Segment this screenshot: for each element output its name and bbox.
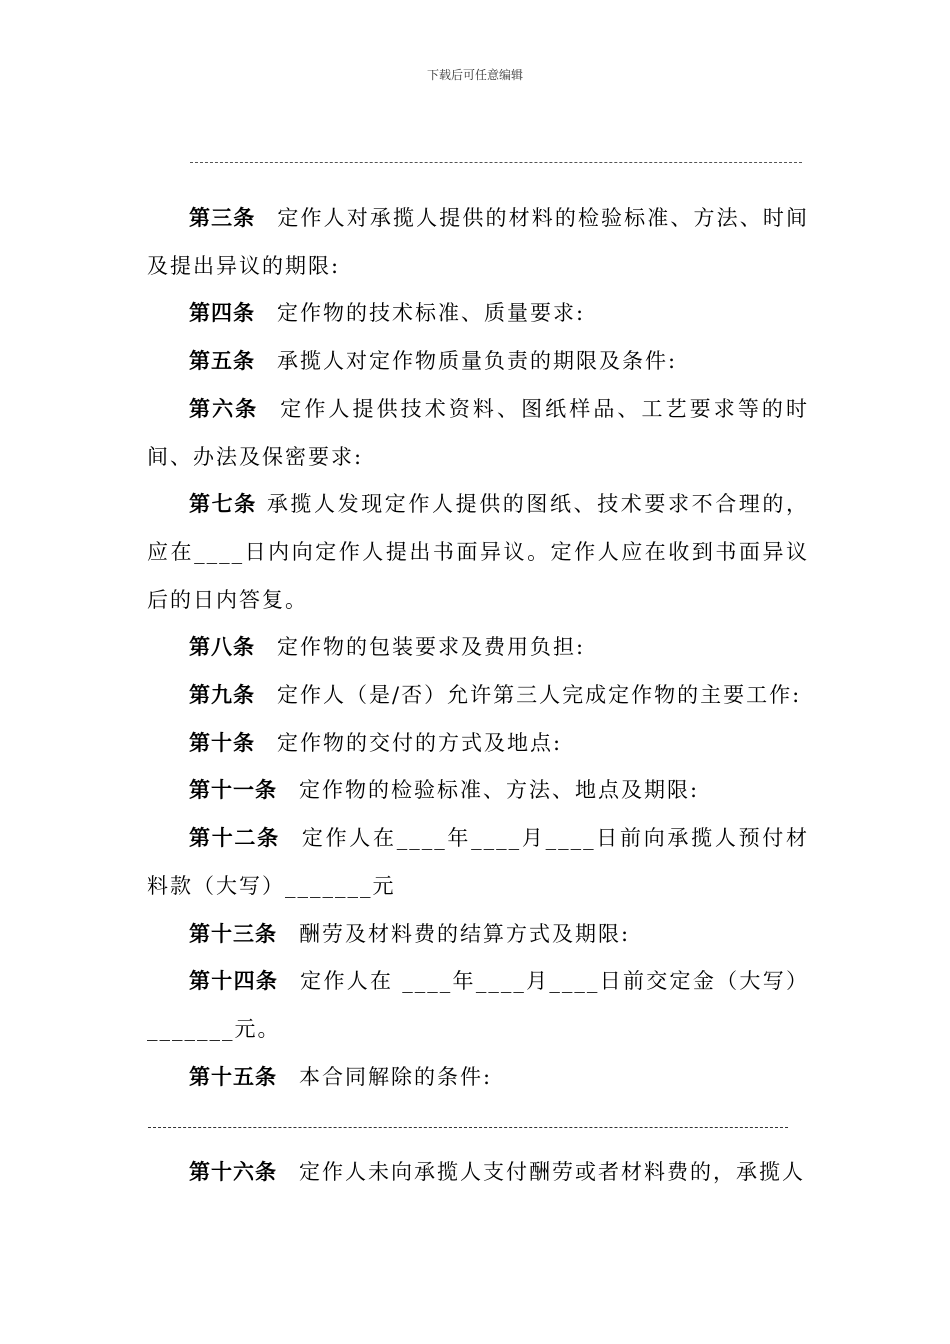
article-number: 第九条 [189, 683, 255, 708]
article-number: 第十四条 [189, 969, 279, 994]
article-text: 定作物的交付的方式及地点: [277, 730, 563, 755]
article-8 [147, 624, 809, 672]
article-text: 定作人在 ____年____月____日前交定金（大写）_______元。 [147, 969, 809, 1041]
article-text: 定作物的包装要求及费用负担: [277, 635, 586, 660]
article-6 [147, 386, 809, 481]
article-text: 承揽人发现定作人提供的图纸、技术要求不合理的，应在____日内向定作人提出书面异议。定作人应在收到书面异议后的日内答复。 [147, 492, 810, 612]
article-11 [147, 767, 809, 815]
article-3 [147, 195, 809, 290]
article-number: 第十三条 [189, 921, 277, 946]
article-number: 第三条 [189, 206, 256, 230]
article-text: 定作人提供技术资料、图纸样品、工艺要求等的时间、办法及保密要求: [147, 396, 809, 469]
article-number: 第十六条 [189, 1160, 277, 1185]
article-12 [147, 815, 809, 910]
article-14 [147, 958, 809, 1053]
page-header-note: 下载后可任意编辑 [426, 68, 523, 82]
article-number: 第五条 [189, 349, 255, 374]
article-number: 第十二条 [189, 826, 280, 851]
article-number: 第四条 [189, 301, 255, 326]
article-text: 定作人（是/否）允许第三人完成定作物的主要工作: [277, 683, 802, 708]
article-number: 第六条 [189, 396, 259, 421]
article-text: 承揽人对定作物质量负责的期限及条件: [277, 349, 678, 374]
article-text: 定作物的检验标准、方法、地点及期限: [299, 778, 700, 803]
article-4 [147, 290, 809, 338]
article-number: 第十条 [189, 730, 255, 755]
article-text: 本合同解除的条件: [299, 1064, 493, 1089]
article-15 [147, 1054, 809, 1102]
article-number: 第八条 [189, 635, 255, 660]
article-text: 定作人在____年____月____日前向承揽人预付材料款（大写）_______元 [147, 826, 810, 898]
separator-spacer [147, 1101, 809, 1149]
mid-dashed-separator [148, 1127, 788, 1128]
article-16 [147, 1149, 809, 1197]
article-number: 第十一条 [189, 778, 277, 803]
article-number: 第十五条 [189, 1064, 277, 1089]
article-5 [147, 338, 809, 386]
article-text: 定作物的技术标准、质量要求: [277, 301, 586, 326]
article-13 [147, 911, 809, 959]
article-7 [147, 481, 809, 624]
article-text: 定作人对承揽人提供的材料的检验标准、方法、时间及提出异议的期限: [147, 206, 810, 278]
article-number: 第七条 [189, 492, 257, 517]
article-10 [147, 720, 809, 768]
article-text: 酬劳及材料费的结算方式及期限: [299, 921, 631, 946]
article-9 [147, 672, 809, 720]
contract-body [147, 195, 809, 1197]
article-text: 定作人未向承揽人支付酬劳或者材料费的，承揽人 [299, 1160, 805, 1185]
top-dashed-separator [190, 162, 802, 163]
